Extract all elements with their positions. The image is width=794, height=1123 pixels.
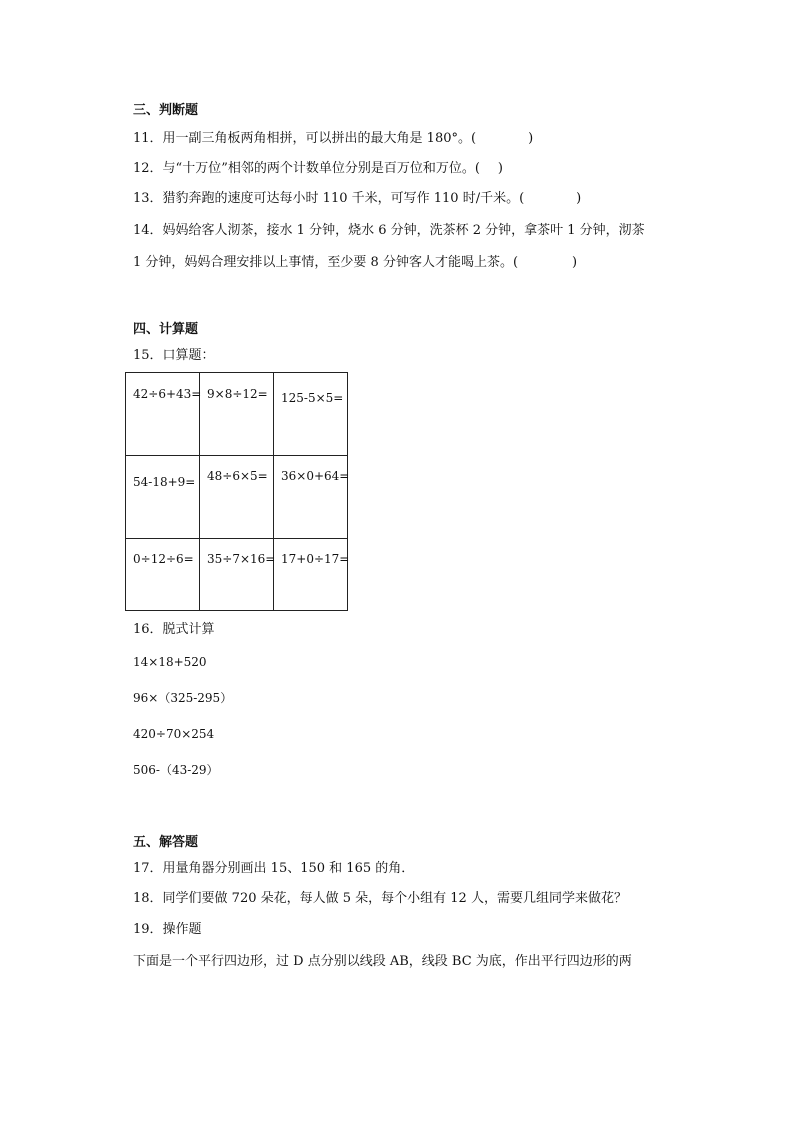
grid-cell-expression: 35÷7×16= (207, 552, 276, 566)
section-5-heading: 五、解答题 (133, 835, 199, 850)
question-13-text: 13．猎豹奔跑的速度可达每小时 110 千米，可写作 110 时/千米。( (133, 191, 525, 206)
grid-cell-expression: 36×0+64= (281, 469, 350, 483)
question-14-close: ) (572, 255, 578, 270)
question-11-text: 11．用一副三角板两角相拼，可以拼出的最大角是 180°。( (133, 131, 477, 146)
section-3-heading: 三、判断题 (133, 103, 199, 118)
grid-cell[interactable] (200, 456, 274, 539)
question-12 (133, 160, 503, 178)
question-13-close: ) (576, 191, 582, 206)
grid-cell[interactable] (126, 456, 200, 539)
q16-item-1: 14×18+520 (133, 655, 207, 669)
question-13 (133, 190, 581, 208)
grid-cell-expression: 48÷6×5= (207, 469, 268, 483)
question-19-label: 19．操作题 (133, 922, 202, 937)
grid-row (126, 373, 348, 456)
mental-math-grid (125, 372, 348, 611)
question-12-close: ) (497, 161, 503, 176)
question-14-line-1: 14．妈妈给客人沏茶，接水 1 分钟，烧水 6 分钟，洗茶杯 2 分钟，拿茶叶 1 分钟，沏茶 (133, 223, 645, 238)
question-19-text: 下面是一个平行四边形，过 D 点分别以线段 AB，线段 BC 为底，作出平行四边形的两 (133, 954, 632, 969)
question-11-close: ) (528, 131, 534, 146)
grid-cell-expression: 42÷6+43= (133, 387, 202, 401)
grid-row (126, 539, 348, 611)
grid-cell[interactable] (126, 539, 200, 611)
question-18: 18．同学们要做 720 朵花，每人做 5 朵，每个小组有 12 人，需要几组同学来做花？ (133, 891, 627, 906)
q16-item-4: 506-（43-29） (133, 763, 219, 777)
question-12-text: 12．与“十万位”相邻的两个计数单位分别是百万位和万位。( (133, 161, 480, 176)
grid-cell[interactable] (274, 373, 348, 456)
q16-item-2: 96×（325-295） (133, 691, 233, 705)
grid-cell[interactable] (200, 373, 274, 456)
grid-cell-expression: 9×8÷12= (207, 387, 268, 401)
question-14-text: 1 分钟，妈妈合理安排以上事情，至少要 8 分钟客人才能喝上茶。( (133, 255, 519, 270)
grid-cell-expression: 17+0÷17= (281, 552, 350, 566)
grid-cell[interactable] (126, 373, 200, 456)
question-16-label: 16．脱式计算 (133, 622, 215, 637)
grid-cell[interactable] (274, 539, 348, 611)
grid-cell[interactable] (274, 456, 348, 539)
question-11 (133, 130, 533, 148)
question-17: 17．用量角器分别画出 15、150 和 165 的角． (133, 861, 415, 876)
grid-row (126, 456, 348, 539)
grid-cell-expression: 54-18+9= (133, 475, 196, 489)
section-4-heading: 四、计算题 (133, 322, 199, 337)
q16-item-3: 420÷70×254 (133, 727, 215, 741)
question-15-label: 15．口算题： (133, 348, 215, 363)
grid-cell[interactable] (200, 539, 274, 611)
question-14-line-2 (133, 254, 577, 272)
grid-cell-expression: 0÷12÷6= (133, 552, 194, 566)
grid-cell-expression: 125-5×5= (281, 391, 344, 405)
